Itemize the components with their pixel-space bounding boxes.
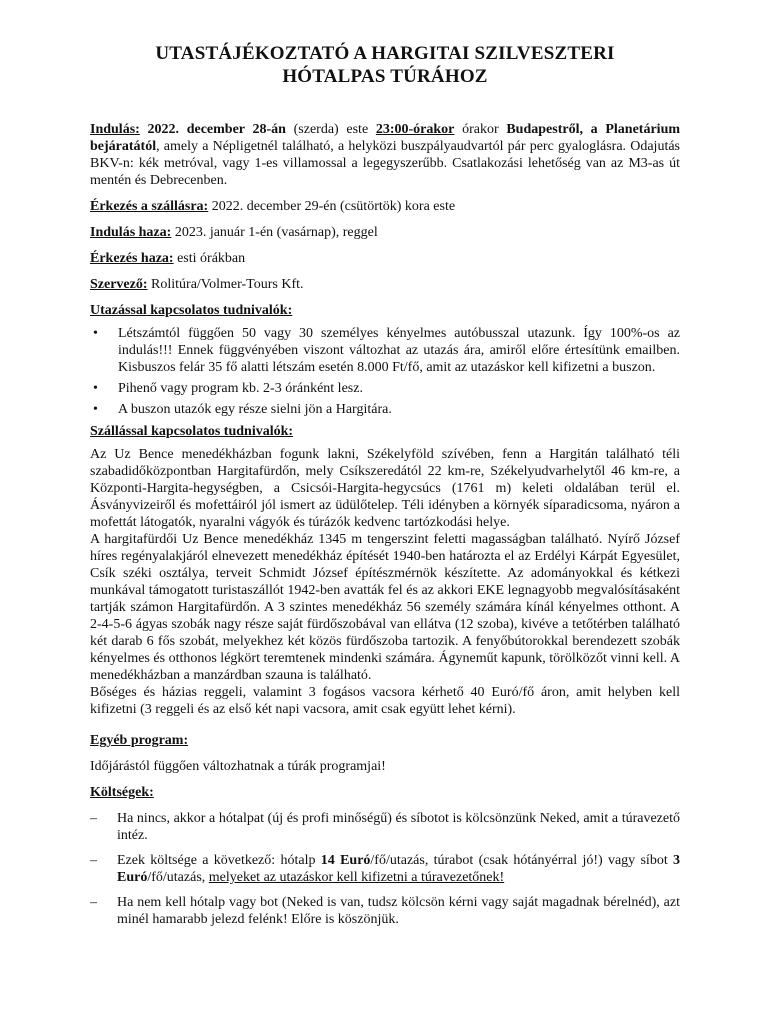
departure-date: 2022. december 28-án	[147, 122, 286, 137]
travel-list	[90, 325, 680, 418]
costs-item-2-text-b: /fő/utazás, túrabot (csak hótányérral jó!) vagy síbot	[370, 853, 674, 868]
return-arrival-text: esti órákban	[173, 251, 246, 266]
departure-text-1: (szerda) este	[285, 122, 376, 137]
travel-item-1: • Létszámtól függően 50 vagy 30 személyes kényelmes autóbusszal utazunk. Így 100%-os az indulás!!! Ennek függvényében viszont változhat az utazás ára, amiről előre értesítünk emailben. Kisbuszos felár 35 fő alatti létszám esetén 8.000 Ft/fő, amit az utazáskor kell kifizetni a buszon.	[118, 325, 680, 376]
arrival-line	[90, 198, 680, 215]
return-arrival-label: Érkezés haza:	[90, 251, 174, 266]
costs-item-2-text-a: Ezek költsége a következő: hótalp	[117, 853, 321, 868]
costs-item-3: – Ha nem kell hótalp vagy bot (Neked is van, tudsz kölcsön kérni vagy saját magadnak bérelnéd), azt minél hamarabb jelezd felénk! Előre is köszönjük.	[117, 894, 680, 928]
return-arrival-line	[90, 250, 680, 267]
title-line-1: UTASTÁJÉKOZTATÓ A HARGITAI SZILVESZTERI	[155, 43, 615, 64]
costs-item-2	[117, 852, 680, 886]
accommodation-paragraph-3: Bőséges és házias reggeli, valamint 3 fogásos vacsora kérhető 40 Euró/fő áron, amit helyben kell kifizetni (3 reggeli és az első két napi vacsora, amit csak együtt lehet kérni).	[90, 685, 680, 717]
return-departure-line	[90, 224, 680, 241]
departure-label: Indulás:	[90, 122, 140, 137]
accommodation-heading-text: Szállással kapcsolatos tudnivalók:	[90, 424, 294, 439]
pole-price: 3 Euró	[117, 853, 681, 885]
other-heading-text: Egyéb program:	[90, 733, 189, 748]
costs-heading	[90, 784, 680, 801]
accommodation-paragraph-1: Az Uz Bence menedékházban fogunk lakni, Székelyföld szívében, fenn a Hargitán található téli szabadidőközpontban Hargitafürdőn, mely Csíkszeredától 22 km-re, Székelyudvarhelytől 46 km-re, a Központi-Hargita-hegységben, a Csicsói-Hargita-hegycsúcs (1761 m) keleti oldalában terül el. Ásványvizeiről és mofettáiról jól ismert az üdülőtelep. Téli idényben a környék síparadicsoma, nyáron a mofettát látogatók, nyaralni vágyók és túrázók kedvenc tartózkodási helye.	[90, 447, 680, 530]
return-departure-label: Indulás haza:	[90, 225, 172, 240]
costs-heading-text: Költségek:	[90, 785, 154, 800]
costs-list	[90, 810, 680, 928]
organizer-line	[90, 276, 680, 293]
payment-note: melyeket az utazáskor kell kifizetni a túravezetőnek!	[208, 870, 505, 885]
other-text: Időjárástól függően változhatnak a túrák programjai!	[90, 759, 386, 774]
travel-item-3: • A buszon utazók egy része sielni jön a Hargitára.	[118, 401, 680, 418]
costs-item-1: – Ha nincs, akkor a hótalpat (új és profi minőségű) és síbotot is kölcsönzünk Neked, amit a túravezető intéz.	[117, 810, 680, 844]
snowshoe-price: 14 Euró	[320, 853, 371, 868]
title-line-2: HÓTALPAS TÚRÁHOZ	[282, 66, 488, 87]
departure-details: , amely a Népligetnél található, a helyközi buszpályaudvartól pár perc gyaloglásra. Odajutás BKV-n: kék metróval, vagy 1-es villamossal a legegyszerűbb. Csatlakozási lehetőség van az M3-as út mentén és Debrecenben.	[90, 139, 680, 188]
departure-text-2: órakor	[454, 122, 507, 137]
return-departure-text: 2023. január 1-én (vasárnap), reggel	[171, 225, 378, 240]
spacer	[90, 718, 680, 732]
departure-place: Budapestről, a Planetárium bejáratától	[90, 122, 681, 154]
arrival-label: Érkezés a szállásra:	[90, 199, 209, 214]
travel-heading-text: Utazással kapcsolatos tudnivalók:	[90, 303, 293, 318]
accommodation-heading	[90, 423, 680, 440]
other-heading	[90, 732, 680, 749]
travel-item-2: • Pihenő vagy program kb. 2-3 óránként lesz.	[118, 380, 680, 397]
departure-paragraph	[90, 121, 680, 189]
costs-item-2-text-c: /fő/utazás,	[147, 870, 209, 885]
accommodation-paragraph-2: A hargitafürdői Uz Bence menedékház 1345 m tengerszint feletti magasságban található. Nyírő József híres regényalakjáról elnevezett menedékház építését 1940-ben határozta el az Erdélyi Kárpát Egyesület, Csík széki osztálya, terveit Schmidt József építészmérnök készítette. Az adományokkal és kétkezi munkával támogatott turistaszállót 1942-ben avatták fel és az akkori EKE legnagyobb megvalósításaként tartják számon Hargitafürdőn. A 3 szintes menedékház 56 személy számára kínál kényelmes otthont. A 2-4-5-6 ágyas szobák nagy része saját fürdőszobával van ellátva (12 szoba), kivéve a tetőtérben található két darab 6 fős szobát, melyekhez két közös fürdőszoba tartozik. A fenyőbútorokkal berendezett szobák kényelmes és otthonos légkört teremtenek mindenki számára. Ágyneműt kapunk, törölközőt vinni kell. A menedékházban a manzárdban szauna is található.	[90, 532, 680, 683]
travel-heading	[90, 302, 680, 319]
organizer-label: Szervező:	[90, 277, 148, 292]
organizer-text: Rolitúra/Volmer-Tours Kft.	[147, 277, 304, 292]
arrival-text: 2022. december 29-én (csütörtök) kora este	[208, 199, 456, 214]
document-title	[90, 42, 680, 88]
departure-time: 23:00-órakor	[375, 122, 455, 137]
